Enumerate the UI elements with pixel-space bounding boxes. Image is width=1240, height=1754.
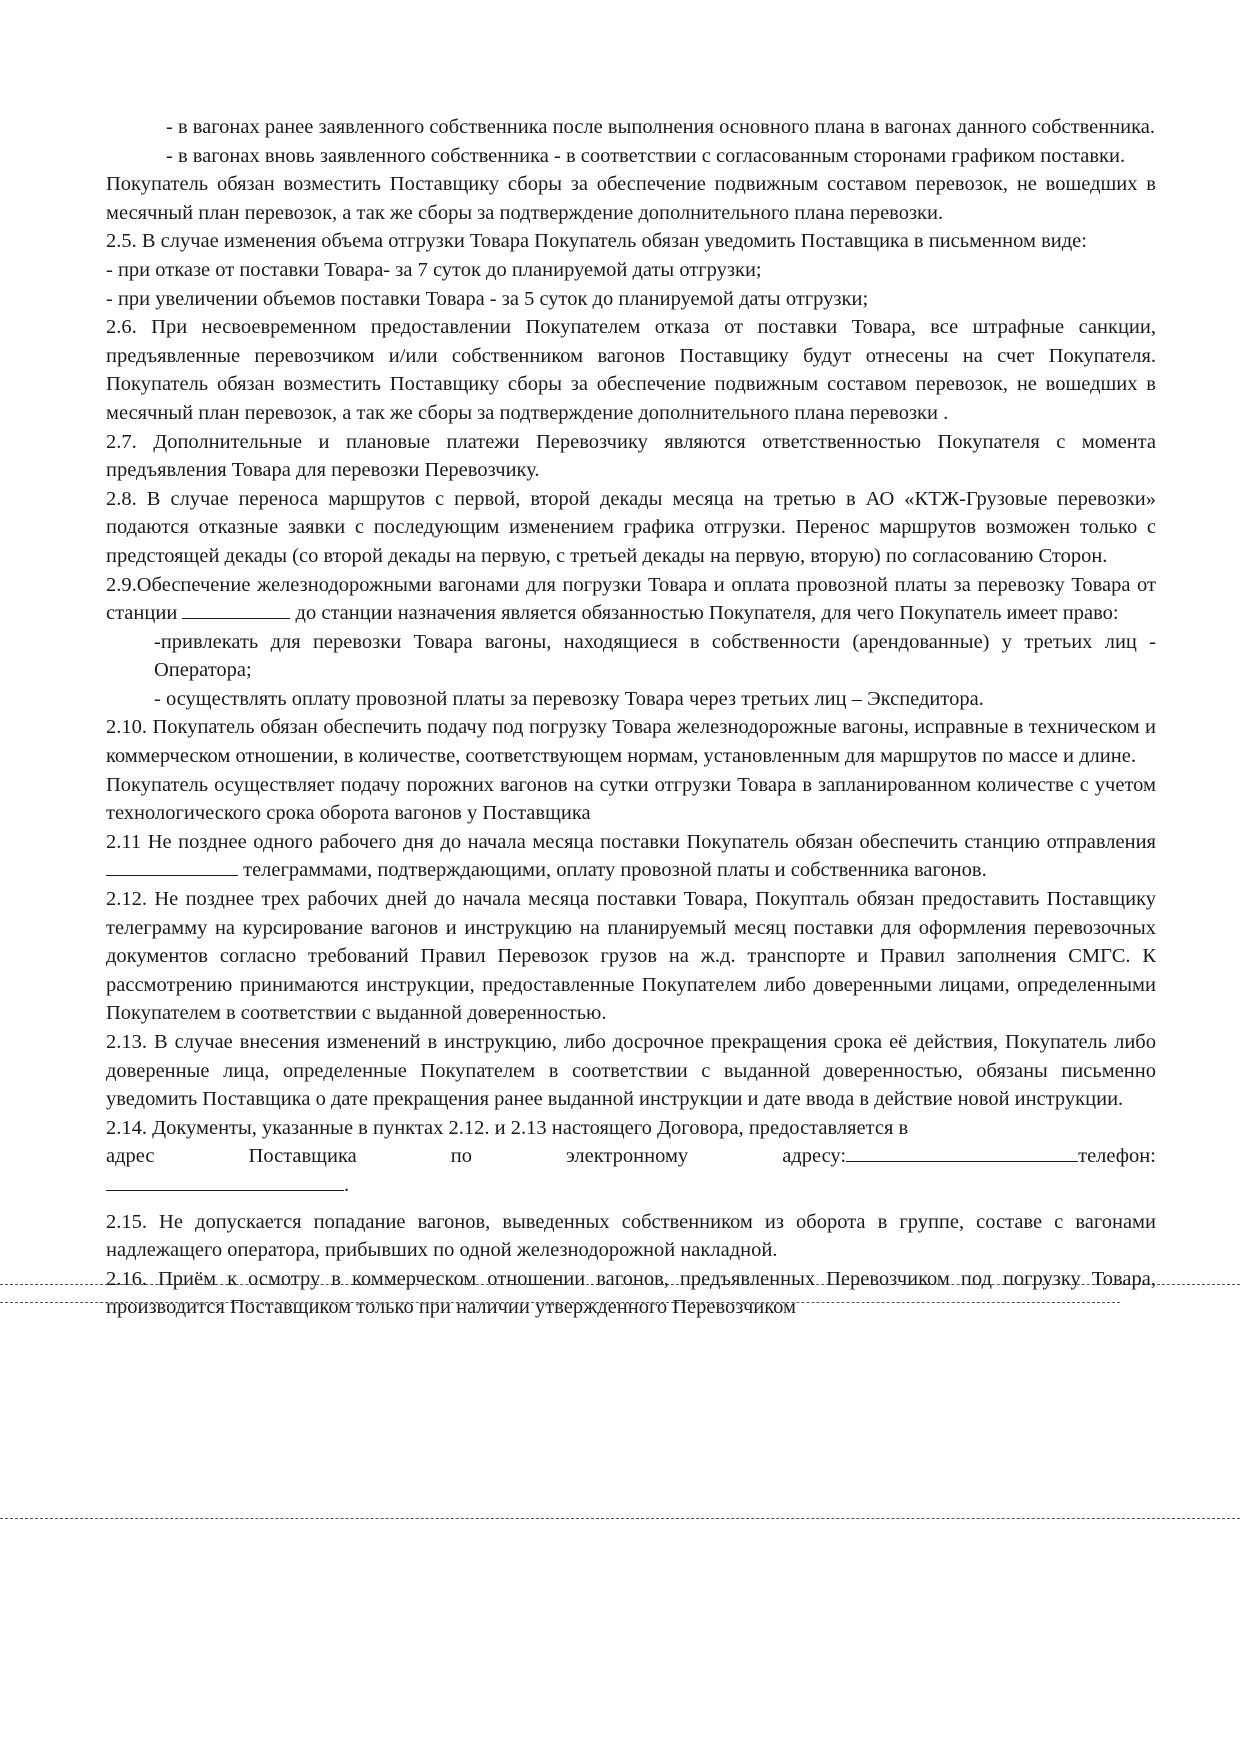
departure-station-blank[interactable] bbox=[106, 857, 238, 876]
clause-2-12: 2.12. Не позднее трех рабочих дней до начала месяца поставки Товара, Покупталь обязан предоставить Поставщику телеграмму на курсирование вагонов и инструкцию на планируемый месяц поставки для оформления перевозочных документов согласно требований Правил Перевозок грузов на ж.д. транспорте и Правил заполнения СМГС. К рассмотрению принимаются инструкции, предоставленные Покупателем либо доверенными лицами, определенными Покупателем в соответствии с выданной доверенностью. bbox=[106, 888, 1156, 1025]
spacer bbox=[106, 1200, 1156, 1208]
clause-2-10-empty-wagons: Покупатель осуществляет подачу порожних вагонов на сутки отгрузки Товара в запланированном количестве с учетом технологического срока оборота вагонов у Поставщика bbox=[106, 773, 1156, 825]
clause-2-5: 2.5. В случае изменения объема отгрузки Товара Покупатель обязан уведомить Поставщика в письменном виде: bbox=[106, 230, 1087, 253]
by-word: по bbox=[450, 1145, 472, 1168]
address-word: адрес bbox=[106, 1145, 155, 1168]
clause-2-5-refusal: - при отказе от поставки Товара- за 7 суток до планируемой даты отгрузки; bbox=[106, 258, 762, 281]
scan-line-bottom bbox=[0, 1518, 1240, 1519]
clause-2-14-address-line bbox=[106, 1142, 1156, 1171]
clause-2-13: 2.13. В случае внесения изменений в инструкцию, либо досрочное прекращения срока её действия, Покупатель либо доверенные лица, определенные Покупателем в соответствии с выданной доверенностью, обязаны письменно уведомить Поставщика о дате прекращения ранее выданной инструкции и дате ввода в действие новой инструкции. bbox=[106, 1031, 1156, 1111]
clause-2-15: 2.15. Не допускается попадание вагонов, выведенных собственником из оборота в группе, составе с вагонами надлежащего оператора, прибывших по одной железнодорожной накладной. bbox=[106, 1210, 1156, 1262]
email-field-group bbox=[782, 1142, 1156, 1171]
paragraph-new-owner: - в вагонах вновь заявленного собственника - в соответствии с согласованным сторонами графиком поставки. bbox=[166, 144, 1126, 167]
document-body bbox=[106, 113, 1156, 1322]
clause-2-7: 2.7. Дополнительные и плановые платежи Перевозчику являются ответственностью Покупателя с момента предъявления Товара для перевозки Перевозчику. bbox=[106, 430, 1156, 482]
clause-2-5-increase: - при увеличении объемов поставки Товара - за 5 суток до планируемой даты отгрузки; bbox=[106, 287, 869, 310]
clause-2-16: 2.16. Приём к осмотру в коммерческом отношении вагонов, предъявленных Перевозчиком под погрузку Товара, производится Поставщиком только при наличии утвержденного Перевозчиком bbox=[106, 1267, 1156, 1319]
clause-2-8: 2.8. В случае переноса маршрутов с первой, второй декады месяца на третью в АО «КТЖ-Грузовые перевозки» подаются отказные заявки с последующим изменением графика отгрузки. Перенос маршрутов возможен только с предстоящей декады (со второй декады на первую, с третьей декады на первую, вторую) по согласованию Сторон. bbox=[106, 487, 1156, 567]
clause-2-9-text-end: до станции назначения является обязанностью Покупателя, для чего Покупатель имеет право: bbox=[295, 602, 1119, 625]
clause-2-11-text-end: телеграммами, подтверждающими, оплату провозной платы и собственника вагонов. bbox=[243, 859, 987, 882]
clause-2-9-operator: -привлекать для перевозки Товара вагоны, находящиеся в собственности (арендованные) у третьих лиц - Оператора; bbox=[154, 630, 1156, 682]
station-blank[interactable] bbox=[182, 600, 290, 619]
phone-label: телефон: bbox=[1078, 1145, 1156, 1168]
clause-2-9-text-start: 2.9.Обеспечение железнодорожными вагонами для погрузки Товара и оплата провозной платы за перевозку Товара от станции bbox=[106, 573, 1156, 625]
address-label: адресу: bbox=[782, 1145, 847, 1168]
phone-blank[interactable] bbox=[106, 1172, 344, 1191]
clause-2-11 bbox=[106, 828, 1156, 885]
clause-2-10: 2.10. Покупатель обязан обеспечить подачу под погрузку Товара железнодорожные вагоны, исправные в техническом и коммерческом отношении, в количестве, соответствующем нормам, установленным для маршрутов по массе и длине. bbox=[106, 716, 1156, 768]
paragraph-previous-owner: - в вагонах ранее заявленного собственника после выполнения основного плана в вагонах данного собственника. bbox=[166, 116, 1156, 138]
paragraph-fees: Покупатель обязан возместить Поставщику сборы за обеспечение подвижным составом перевозок, не вошедших в месячный план перевозок, а так же сборы за подтверждение дополнительного плана перевозки. bbox=[106, 173, 1156, 224]
clause-2-14: 2.14. Документы, указанные в пунктах 2.12. и 2.13 настоящего Договора, предоставляется в bbox=[106, 1116, 909, 1139]
supplier-word: Поставщика bbox=[248, 1145, 357, 1168]
clause-2-6: 2.6. При несвоевременном предоставлении Покупателем отказа от поставки Товара, все штрафные санкции, предъявленные перевозчиком и/или собственником вагонов Поставщику будут отнесены на счет Покупателя. Покупатель обязан возместить Поставщику сборы за обеспечение подвижным составом перевозок, не вошедших в месячный план перевозок, а так же сборы за подтверждение дополнительного плана перевозки . bbox=[106, 316, 1156, 424]
electronic-word: электронному bbox=[565, 1145, 689, 1168]
clause-2-9 bbox=[106, 571, 1156, 628]
clause-2-9-forwarder: - осуществлять оплату провозной платы за перевозку Товара через третьих лиц – Экспедитора. bbox=[154, 687, 984, 710]
clause-2-11-text-start: 2.11 Не позднее одного рабочего дня до начала месяца поставки Покупатель обязан обеспечить станцию отправления bbox=[106, 830, 1156, 853]
phone-blank-line: . bbox=[106, 1171, 1156, 1200]
email-blank[interactable] bbox=[846, 1143, 1078, 1162]
